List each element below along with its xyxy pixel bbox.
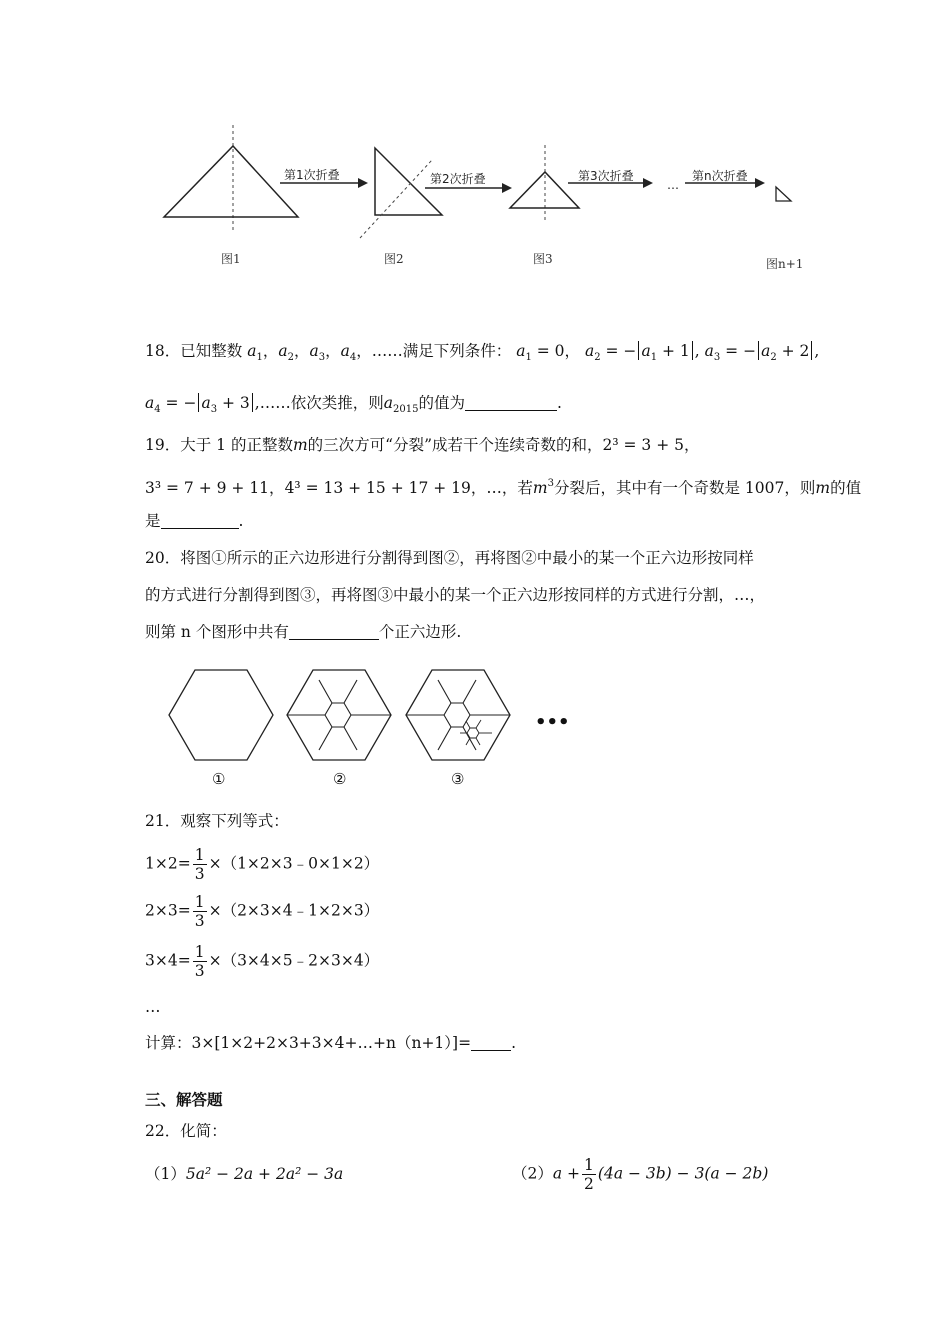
q22-part1: （1）5a² − 2a + 2a² − 3a — [145, 1165, 344, 1183]
q19-line2: 3³ = 7 + 9 + 11，4³ = 13 + 15 + 17 + 19，…，若$m^3$分裂后，其中有一个奇数是 1007，则m的值 — [145, 478, 862, 497]
q19-answer-blank[interactable] — [161, 512, 239, 529]
fig3-caption: 图3 — [533, 252, 553, 266]
fold-ellipsis: … — [667, 178, 679, 192]
q21-calc: 计算：3×[1×2+2×3+3×4+…+n（n+1）]= . — [145, 1034, 517, 1052]
q20-line1: 20．将图①所示的正六边形进行分割得到图②，再将图②中最小的某一个正六边形按同样 — [145, 549, 754, 567]
fig2-caption: 图2 — [384, 252, 404, 266]
section-3-heading: 三、解答题 — [145, 1091, 223, 1109]
q19-line1: 19．大于 1 的正整数m的三次方可“分裂”成若干个连续奇数的和，2³ = 3 + 5， — [145, 436, 700, 454]
fign-caption: 图n+1 — [766, 257, 804, 271]
q21-answer-blank[interactable] — [471, 1034, 511, 1051]
fold-step-3-label: 第3次折叠 — [578, 169, 634, 183]
q18-answer-blank[interactable] — [465, 394, 557, 411]
q20-answer-blank[interactable] — [289, 623, 379, 640]
fold-step-n-label: 第n次折叠 — [692, 169, 748, 183]
q21-ellipsis: … — [145, 998, 161, 1016]
hex-label-1: ① — [212, 770, 226, 788]
q21-row-1: 1×2= $\frac{1}{3}$ ×（1×2×3﹣0×1×2） — [145, 846, 380, 883]
q21-row-3: 3×4= $\frac{1}{3}$ ×（3×4×5﹣2×3×4） — [145, 943, 380, 980]
fig1-caption: 图1 — [221, 252, 241, 266]
q18-line2: $a_4$ = − $a_3 + 3$ ,……依次类推，则$a_{2015}$的值为 . — [145, 394, 562, 415]
q21-title: 21．观察下列等式： — [145, 812, 289, 830]
q18-line1: 18．已知整数 $a_1$，$a_2$，$a_3$，$a_4$，……满足下列条件： $a_1 = 0$， $a_2$ = − $a_1 + 1$ , $a_3$ = − $a_2 + 2$ , — [145, 342, 820, 363]
fold-step-1-label: 第1次折叠 — [284, 168, 340, 182]
hexagon-figures — [160, 665, 580, 765]
q20-line2: 的方式进行分割得到图③，再将图③中最小的某一个正六边形按同样的方式进行分割，…， — [145, 586, 766, 604]
fold-step-2-label: 第2次折叠 — [430, 172, 486, 186]
q22-part2: （2）a + $\frac{1}{2}$ (4a − 3b) − 3(a − 2b) — [512, 1156, 769, 1193]
hex-label-3: ③ — [451, 770, 465, 788]
q21-row-2: 2×3= $\frac{1}{3}$ ×（2×3×4﹣1×2×3） — [145, 893, 380, 930]
q19-line3: 是 . — [145, 512, 244, 530]
q22-title: 22．化简： — [145, 1122, 227, 1140]
folding-figure — [140, 120, 820, 280]
hex-label-2: ② — [333, 770, 347, 788]
q20-line3: 则第 n 个图形中共有 个正六边形. — [145, 623, 462, 641]
hexagon-more-dots: ••• — [535, 712, 570, 733]
